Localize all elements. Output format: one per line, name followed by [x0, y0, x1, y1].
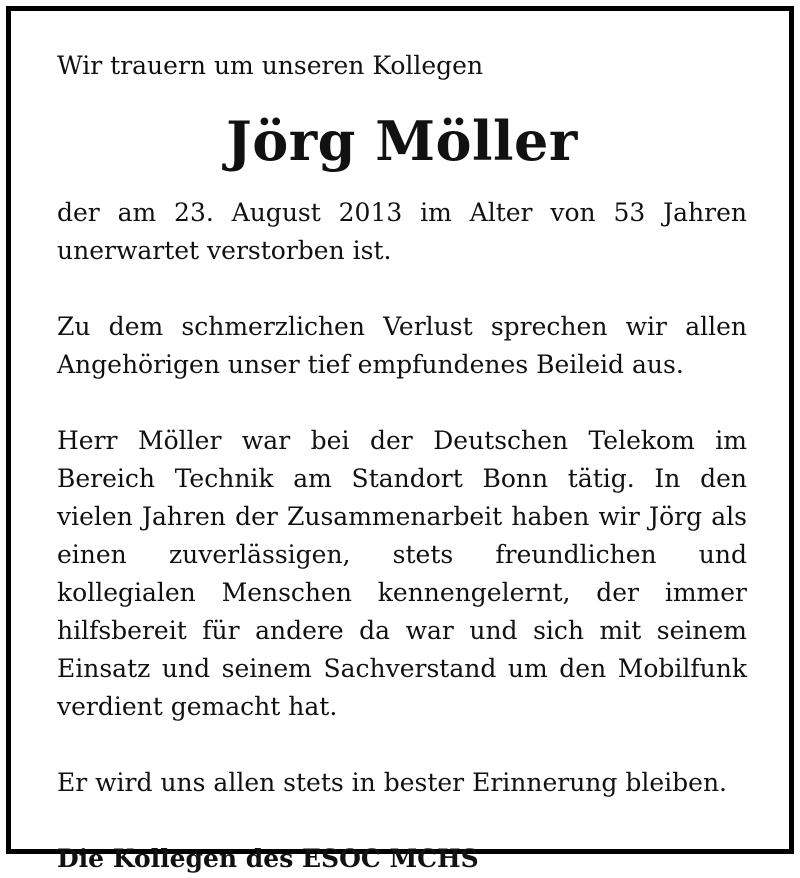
death-paragraph: der am 23. August 2013 im Alter von 53 Jahren unerwartet verstorben ist.: [57, 198, 747, 265]
obituary-notice: [57, 47, 747, 878]
condolence-paragraph: Zu dem schmerzlichen Verlust sprechen wir allen Angehörigen unser tief empfundenes Beileid aus.: [57, 312, 747, 379]
deceased-name: Jörg Möller: [226, 109, 578, 173]
signature: Die Kollegen des ESOC MCHS: [57, 844, 479, 873]
intro-line: Wir trauern um unseren Kollegen: [57, 51, 484, 80]
memory-paragraph: Er wird uns allen stets in bester Erinnerung bleiben.: [57, 768, 727, 797]
biography-paragraph: Herr Möller war bei der Deutschen Telekom im Bereich Technik am Standort Bonn tätig. In den vielen Jahren der Zusammenarbeit haben wir Jörg als einen zuverlässigen, stets freundlichen und kollegialen Menschen kennengelernt, der immer hilfsbereit für andere da war und sich mit seinem Einsatz und seinem Sachverstand um den Mobilfunk verdient gemacht hat.: [57, 426, 747, 721]
